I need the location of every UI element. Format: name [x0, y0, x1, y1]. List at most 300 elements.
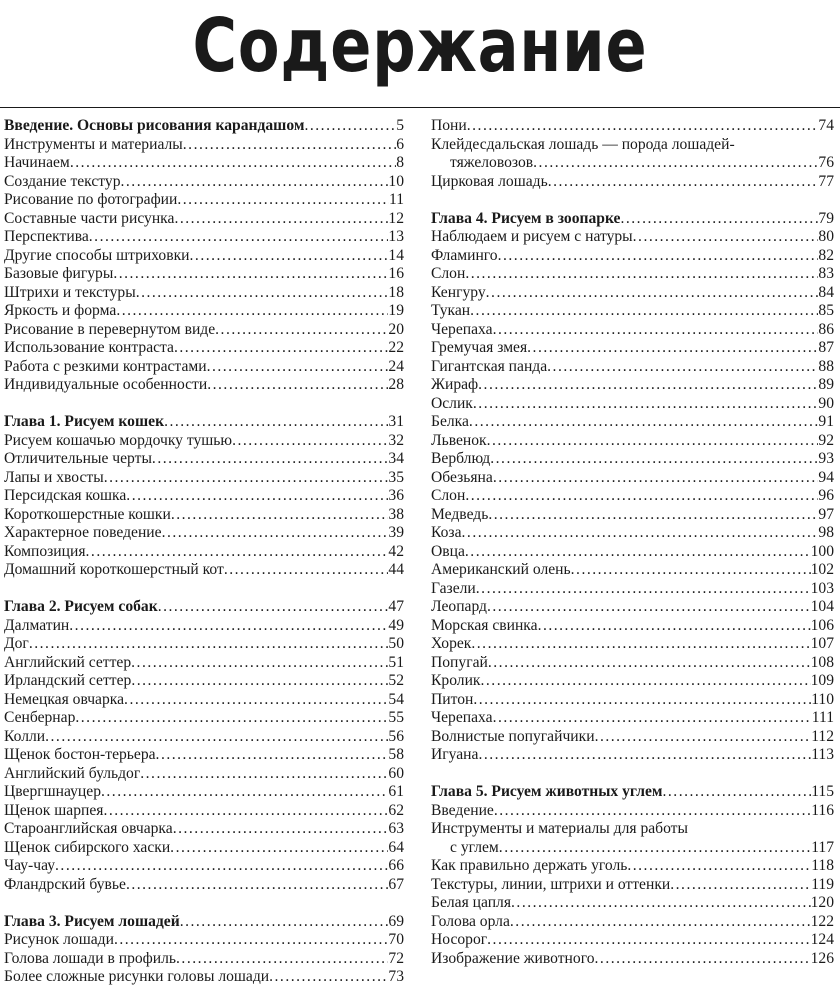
toc-entry-title: Чау-чау [4, 857, 56, 874]
toc-dot-leader [156, 746, 389, 765]
toc-page-number: 96 [818, 487, 834, 504]
toc-entry[interactable] [431, 728, 834, 747]
toc-entry[interactable] [4, 136, 404, 155]
toc-dot-leader [180, 913, 389, 932]
toc-dot-leader [164, 413, 388, 432]
toc-dot-leader [101, 783, 388, 802]
toc-entry-title: Пони [431, 117, 467, 134]
toc-dot-leader [473, 395, 819, 414]
toc-entry-title: Волнистые попугайчики [431, 727, 595, 745]
toc-entry[interactable] [431, 635, 834, 654]
toc-entry[interactable] [4, 709, 404, 728]
toc-page-number: 14 [388, 246, 404, 264]
toc-entry-title: Наблюдаем и рисуем с натуры [431, 228, 633, 245]
toc-chapter-entry[interactable] [431, 210, 834, 229]
toc-page-number: 50 [388, 635, 404, 652]
toc-dot-leader [269, 968, 388, 987]
toc-page-number: 49 [388, 616, 404, 634]
toc-entry[interactable] [431, 506, 834, 525]
toc-page-number: 119 [811, 875, 834, 893]
toc-entry-title: Игуана [431, 746, 479, 763]
toc-page-number: 62 [388, 801, 404, 819]
toc-dot-leader [304, 117, 396, 136]
toc-dot-leader [488, 506, 818, 525]
toc-dot-leader [498, 247, 819, 266]
toc-page-number: 24 [388, 357, 404, 375]
toc-dot-leader [476, 580, 811, 599]
toc-dot-leader [136, 284, 389, 303]
toc-dot-leader [29, 635, 389, 654]
toc-page-number: 52 [388, 672, 404, 689]
toc-entry[interactable] [431, 894, 834, 913]
toc-entry[interactable] [4, 376, 404, 395]
toc-entry[interactable] [4, 931, 404, 950]
toc-entry-title: Питон [431, 690, 474, 708]
toc-entry-title: Цирковая лошадь [431, 172, 548, 190]
toc-entry-title: Клейдесдальская лошадь — порода лошадей- [431, 135, 735, 153]
toc-entry-title: Голова лошади в профиль [4, 949, 177, 967]
toc-entry[interactable] [4, 284, 404, 303]
toc-dot-leader [232, 432, 388, 451]
toc-dot-leader [131, 672, 388, 691]
toc-entry-title: Глава 2. Рисуем собак [4, 598, 158, 615]
toc-entry[interactable] [431, 487, 834, 506]
toc-entry[interactable] [4, 728, 404, 747]
toc-entry[interactable] [4, 783, 404, 802]
toc-entry[interactable] [4, 469, 404, 488]
toc-dot-leader [548, 173, 819, 192]
toc-dot-leader [465, 543, 811, 562]
toc-entry[interactable] [431, 617, 834, 636]
toc-entry[interactable] [431, 580, 834, 599]
toc-entry[interactable] [431, 136, 834, 155]
toc-page-number: 32 [388, 431, 404, 449]
toc-entry[interactable] [431, 228, 834, 247]
toc-page-number: 115 [811, 783, 834, 800]
toc-page-number: 44 [388, 561, 404, 578]
toc-entry-title: Сенбернар [4, 709, 76, 726]
toc-dot-leader [162, 524, 389, 543]
toc-entry[interactable] [431, 469, 834, 488]
toc-entry-title: Щенок сибирского хаски [4, 838, 171, 856]
toc-entry[interactable] [4, 968, 404, 987]
toc-entry-title: Рисуем кошачью мордочку тушью [4, 431, 233, 449]
toc-entry-title: Фландрский бувье [4, 875, 126, 893]
toc-dot-leader [493, 469, 819, 488]
toc-entry-title: Американский олень [431, 561, 571, 578]
toc-entry[interactable] [431, 950, 834, 969]
toc-page-number: 86 [818, 320, 834, 338]
toc-page-number: 35 [388, 468, 404, 486]
toc-page-number: 36 [388, 487, 404, 504]
toc-page-number: 94 [818, 468, 834, 486]
toc-entry-title: Белка [431, 413, 469, 430]
toc-dot-leader [174, 210, 388, 229]
toc-entry-title: Колли [4, 727, 46, 745]
toc-entry-title: Композиция [4, 542, 86, 560]
toc-page-number: 107 [810, 635, 834, 652]
toc-entry[interactable] [431, 376, 834, 395]
toc-entry[interactable] [431, 395, 834, 414]
toc-entry[interactable] [431, 598, 834, 617]
toc-dot-leader [55, 857, 388, 876]
toc-page-number: 58 [388, 746, 404, 763]
toc-chapter-entry[interactable] [431, 783, 834, 802]
toc-dot-leader [627, 857, 811, 876]
toc-entry-title: Кролик [431, 672, 481, 689]
toc-page-number: 126 [810, 949, 834, 967]
toc-page-number: 12 [388, 209, 404, 227]
toc-right-column [431, 117, 834, 968]
toc-page-number: 10 [388, 172, 404, 190]
toc-dot-leader [177, 191, 389, 210]
toc-entry-title: Рисование в перевернутом виде [4, 320, 216, 338]
page-title: Содержание [192, 3, 648, 89]
toc-page-number: 90 [818, 394, 834, 412]
toc-chapter-entry[interactable] [4, 913, 404, 932]
toc-entry[interactable] [431, 247, 834, 266]
toc-dot-leader [173, 820, 389, 839]
toc-entry[interactable] [431, 284, 834, 303]
toc-entry[interactable] [431, 173, 834, 192]
toc-entry-title: Далматин [4, 616, 70, 634]
toc-page-number: 118 [811, 857, 834, 874]
toc-page-number: 116 [811, 801, 834, 819]
toc-page-number: 77 [818, 172, 834, 190]
toc-page-number: 82 [818, 246, 834, 264]
toc-entry[interactable] [4, 820, 404, 839]
toc-entry[interactable] [431, 746, 834, 765]
toc-dot-leader [478, 746, 811, 765]
toc-entry-title: Работа с резкими контрастами [4, 357, 207, 375]
toc-entry-title: Глава 3. Рисуем лошадей [4, 912, 180, 930]
toc-entry[interactable] [4, 543, 404, 562]
toc-page-number: 93 [818, 450, 834, 467]
toc-entry-title: Ослик [431, 394, 473, 412]
toc-entry[interactable] [431, 654, 834, 673]
toc-page-number: 88 [818, 357, 834, 375]
toc-entry[interactable] [431, 561, 834, 580]
toc-dot-leader [89, 228, 389, 247]
toc-entry[interactable] [4, 432, 404, 451]
toc-dot-leader [490, 450, 818, 469]
toc-chapter-entry[interactable] [4, 598, 404, 617]
toc-entry-title: Хорек [431, 635, 472, 652]
toc-entry[interactable] [4, 617, 404, 636]
toc-dot-leader [494, 802, 811, 821]
toc-entry[interactable] [431, 450, 834, 469]
toc-entry[interactable] [4, 672, 404, 691]
toc-page-number: 91 [818, 413, 834, 430]
toc-dot-leader [124, 691, 388, 710]
toc-entry-title: Изображение животного [431, 949, 595, 967]
toc-dot-leader [152, 450, 388, 469]
toc-entry[interactable] [4, 265, 404, 284]
toc-entry-title: Белая цапля [431, 894, 512, 911]
toc-dot-leader [487, 931, 810, 950]
toc-page-number: 54 [388, 690, 404, 708]
toc-entry-title: тяжеловозов [450, 154, 534, 171]
toc-chapter-entry[interactable] [4, 413, 404, 432]
toc-entry-title: Использование контраста [4, 339, 174, 356]
toc-entry[interactable] [431, 265, 834, 284]
toc-dot-leader [224, 561, 389, 580]
toc-dot-leader [174, 339, 388, 358]
toc-entry-title: Немецкая овчарка [4, 690, 125, 708]
toc-entry[interactable] [4, 765, 404, 784]
toc-entry-title: Медведь [431, 505, 489, 523]
toc-page-number: 110 [811, 690, 834, 708]
toc-entry-title: Рисование по фотографии [4, 191, 178, 208]
toc-entry-title: Львенок [431, 431, 487, 449]
toc-page-number: 56 [388, 727, 404, 745]
toc-page-number: 83 [818, 265, 834, 282]
toc-dot-leader [547, 358, 818, 377]
toc-entry[interactable] [4, 635, 404, 654]
toc-entry[interactable] [4, 950, 404, 969]
toc-entry-title: Текстуры, линии, штрихи и оттенки [431, 875, 671, 893]
toc-entry-title: Леопард [431, 598, 487, 615]
toc-dot-leader [533, 154, 818, 173]
toc-dot-leader [86, 543, 389, 562]
toc-entry-title: Рисунок лошади [4, 931, 114, 948]
toc-entry[interactable] [431, 524, 834, 543]
toc-entry-title: Глава 1. Рисуем кошек [4, 413, 165, 430]
toc-dot-leader [116, 302, 388, 321]
toc-entry[interactable] [4, 173, 404, 192]
toc-entry-title: Слон [431, 265, 466, 282]
toc-dot-leader [75, 709, 388, 728]
toc-entry-title: Другие способы штриховки [4, 246, 190, 264]
toc-entry[interactable] [431, 857, 834, 876]
toc-entry-title: Тукан [431, 302, 471, 319]
toc-entry[interactable] [431, 358, 834, 377]
toc-entry-title: Инструменты и материалы [4, 135, 183, 153]
toc-entry[interactable] [431, 820, 834, 839]
toc-page-number: 61 [388, 783, 404, 800]
toc-page-number: 85 [818, 302, 834, 319]
toc-entry-title: Жираф [431, 376, 479, 393]
toc-entry[interactable] [431, 672, 834, 691]
toc-page-number: 19 [388, 302, 404, 319]
toc-dot-leader [113, 265, 388, 284]
toc-entry-title: Черепаха [431, 320, 493, 338]
toc-entry[interactable] [4, 210, 404, 229]
toc-entry-title: Фламинго [431, 246, 498, 264]
toc-dot-leader [45, 728, 388, 747]
toc-dot-leader [121, 173, 389, 192]
toc-entry[interactable] [431, 802, 834, 821]
toc-page-number: 104 [810, 598, 834, 615]
toc-entry[interactable] [4, 802, 404, 821]
toc-dot-leader [511, 894, 811, 913]
toc-page-number: 31 [388, 413, 404, 430]
toc-entry[interactable] [4, 339, 404, 358]
toc-entry[interactable] [431, 543, 834, 562]
toc-page-number: 69 [388, 912, 404, 930]
toc-page-number: 109 [810, 672, 834, 689]
toc-entry[interactable] [4, 154, 404, 173]
toc-page-number: 112 [811, 727, 834, 745]
toc-entry-title: Английский бульдог [4, 764, 141, 782]
toc-entry[interactable] [431, 432, 834, 451]
toc-entry[interactable] [431, 117, 834, 136]
toc-dot-leader [171, 506, 389, 525]
toc-dot-leader [663, 783, 812, 802]
toc-dot-leader [488, 654, 811, 673]
toc-entry[interactable] [4, 191, 404, 210]
toc-entry[interactable] [4, 247, 404, 266]
toc-dot-leader [478, 376, 818, 395]
toc-entry[interactable] [4, 487, 404, 506]
toc-page-number: 92 [818, 431, 834, 449]
toc-entry[interactable] [431, 709, 834, 728]
toc-entry-title: Введение. Основы рисования карандашом [4, 117, 305, 134]
toc-entry[interactable] [431, 876, 834, 895]
toc-entry-title: Более сложные рисунки головы лошади [4, 968, 270, 985]
toc-entry[interactable] [4, 839, 404, 858]
toc-dot-leader [493, 321, 819, 340]
toc-page-number: 106 [810, 616, 834, 634]
toc-page-number: 97 [818, 505, 834, 523]
toc-entry[interactable] [431, 691, 834, 710]
toc-page-number: 98 [818, 524, 834, 541]
toc-entry-title: Дог [4, 635, 29, 652]
toc-entry[interactable] [4, 450, 404, 469]
toc-entry[interactable] [4, 746, 404, 765]
toc-entry-title: Составные части рисунка [4, 209, 175, 227]
toc-dot-leader [487, 598, 811, 617]
toc-entry[interactable] [4, 691, 404, 710]
toc-entry-title: Черепаха [431, 709, 493, 726]
toc-entry-title: с углем [450, 838, 499, 856]
toc-entry[interactable] [4, 228, 404, 247]
toc-entry[interactable] [431, 321, 834, 340]
toc-page-number: 73 [388, 968, 404, 985]
toc-dot-leader [670, 876, 811, 895]
toc-dot-leader [69, 617, 388, 636]
toc-dot-leader [538, 617, 811, 636]
toc-page-number: 11 [388, 191, 404, 208]
toc-entry[interactable] [431, 931, 834, 950]
toc-page-number: 8 [396, 154, 404, 171]
toc-entry-title: Кенгуру [431, 283, 486, 301]
toc-page-number: 113 [811, 746, 834, 763]
toc-page-number: 84 [818, 283, 834, 301]
toc-dot-leader [126, 876, 388, 895]
toc-dot-leader [215, 321, 388, 340]
toc-entry[interactable] [4, 857, 404, 876]
toc-entry-title: Коза [431, 524, 462, 541]
toc-entry-title: Попугай [431, 653, 488, 671]
toc-page-number: 111 [811, 709, 834, 726]
toc-entry-title: Цвергшнауцер [4, 783, 101, 800]
toc-entry-title: Английский сеттер [4, 653, 132, 671]
toc-entry-title: Газели [431, 579, 476, 597]
toc-entry[interactable] [4, 506, 404, 525]
toc-dot-leader [493, 709, 812, 728]
toc-entry-title: Ирландский сеттер [4, 672, 132, 689]
toc-page-number: 28 [388, 376, 404, 393]
toc-dot-leader [571, 561, 811, 580]
toc-page-number: 47 [388, 598, 404, 615]
toc-entry[interactable] [4, 876, 404, 895]
toc-dot-leader [595, 728, 812, 747]
toc-entry[interactable] [4, 321, 404, 340]
toc-entry[interactable] [431, 413, 834, 432]
title-divider [0, 107, 840, 108]
toc-page-number: 120 [810, 894, 834, 911]
toc-entry-title: Верблюд [431, 450, 491, 467]
toc-entry[interactable] [4, 302, 404, 321]
toc-entry-title: Индивидуальные особенности [4, 376, 208, 393]
toc-entry[interactable] [431, 154, 834, 173]
toc-dot-leader [176, 950, 388, 969]
toc-page-number: 63 [388, 820, 404, 837]
toc-page-number: 16 [388, 265, 404, 282]
toc-page-number: 124 [810, 931, 834, 948]
toc-dot-leader [70, 154, 396, 173]
toc-dot-leader [510, 913, 811, 932]
toc-chapter-entry[interactable] [4, 117, 404, 136]
toc-dot-leader [207, 376, 388, 395]
toc-entry-title: Характерное поведение [4, 524, 162, 541]
toc-entry-title: Староанглийская овчарка [4, 820, 173, 837]
toc-dot-leader [499, 839, 811, 858]
toc-page-number: 108 [810, 653, 834, 671]
toc-entry[interactable] [431, 339, 834, 358]
toc-entry[interactable] [4, 358, 404, 377]
toc-entry-title: Овца [431, 542, 465, 560]
toc-dot-leader [465, 487, 818, 506]
toc-entry[interactable] [431, 839, 834, 858]
toc-entry-title: Домашний короткошерстный кот [4, 561, 224, 578]
toc-entry-title: Как правильно держать уголь [431, 857, 628, 874]
toc-dot-leader [487, 432, 819, 451]
toc-page-number: 76 [818, 154, 834, 171]
toc-entry[interactable] [4, 524, 404, 543]
toc-dot-leader [469, 413, 818, 432]
toc-dot-leader [190, 247, 389, 266]
toc-page-number: 70 [388, 931, 404, 948]
toc-page-number: 87 [818, 339, 834, 356]
toc-dot-leader [207, 358, 389, 377]
toc-entry-title: Короткошерстные кошки [4, 505, 171, 523]
toc-entry[interactable] [431, 302, 834, 321]
toc-dot-leader [473, 691, 811, 710]
toc-entry-title: Персидская кошка [4, 487, 127, 504]
toc-entry-title: Перспектива [4, 228, 89, 245]
toc-entry[interactable] [4, 654, 404, 673]
toc-page-number: 22 [388, 339, 404, 356]
toc-dot-leader [470, 302, 818, 321]
toc-page-number: 74 [818, 117, 834, 134]
toc-page-number: 102 [810, 561, 834, 578]
toc-dot-leader [595, 950, 811, 969]
toc-dot-leader [462, 524, 819, 543]
toc-entry-title: Штрихи и текстуры [4, 283, 136, 301]
toc-dot-leader [103, 802, 388, 821]
toc-page-number: 80 [818, 228, 834, 245]
toc-dot-leader [183, 136, 396, 155]
toc-entry-title: Носорог [431, 931, 488, 948]
toc-dot-leader [486, 284, 819, 303]
toc-entry[interactable] [431, 913, 834, 932]
toc-entry[interactable] [4, 561, 404, 580]
toc-page-number: 60 [388, 764, 404, 782]
toc-page-number: 51 [388, 653, 404, 671]
toc-entry-title: Глава 5. Рисуем животных углем [431, 783, 663, 800]
